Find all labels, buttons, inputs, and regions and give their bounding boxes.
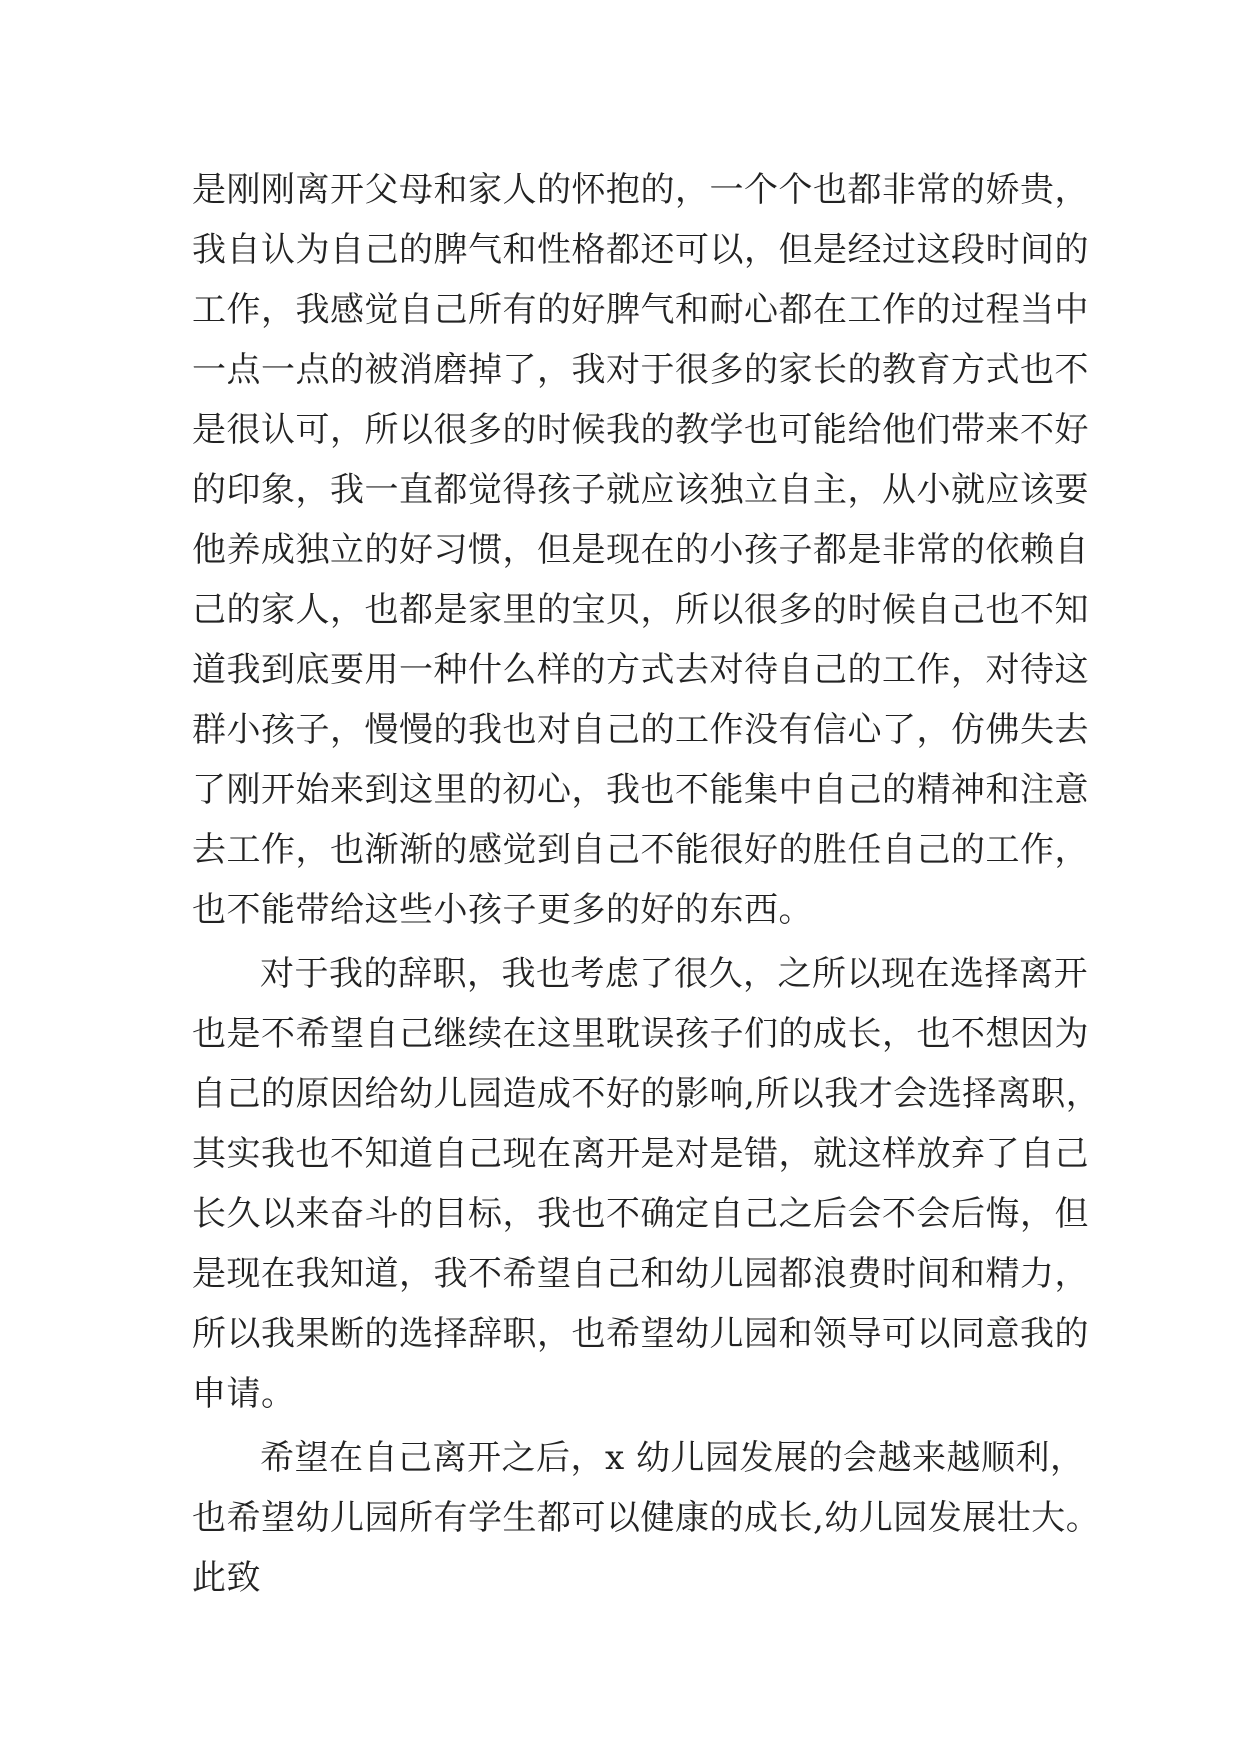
paragraph-line: 是很认可，所以很多的时候我的教学也可能给他们带来不好: [192, 410, 1089, 450]
paragraph-line: 去工作，也渐渐的感觉到自己不能很好的胜任自己的工作，: [192, 830, 1089, 870]
paragraph-line: 长久以来奋斗的目标，我也不确定自己之后会不会后悔，但: [192, 1194, 1089, 1234]
paragraph-line: 是现在我知道，我不希望自己和幼儿园都浪费时间和精力，: [192, 1254, 1089, 1294]
paragraph-line: 所以我果断的选择辞职，也希望幼儿园和领导可以同意我的: [192, 1314, 1089, 1354]
paragraph-line: 其实我也不知道自己现在离开是对是错，就这样放弃了自己: [192, 1134, 1089, 1174]
paragraph-line: 申请。: [192, 1374, 296, 1414]
paragraph-line: 己的家人，也都是家里的宝贝，所以很多的时候自己也不知: [192, 590, 1089, 630]
letter-body: [192, 160, 1101, 1608]
paragraph-line: 自己的原因给幼儿园造成不好的影响,所以我才会选择离职，: [192, 1074, 1101, 1114]
paragraph-2: [192, 944, 1101, 1424]
paragraph-line: 他养成独立的好习惯，但是现在的小孩子都是非常的依赖自: [192, 530, 1089, 570]
paragraph-line: 了刚开始来到这里的初心，我也不能集中自己的精神和注意: [192, 770, 1089, 810]
paragraph-3: [192, 1428, 1101, 1548]
paragraph-line: 也希望幼儿园所有学生都可以健康的成长,幼儿园发展壮大。: [192, 1498, 1101, 1538]
paragraph-line: 的印象，我一直都觉得孩子就应该独立自主，从小就应该要: [192, 470, 1089, 510]
paragraph-line: 也是不希望自己继续在这里耽误孩子们的成长，也不想因为: [192, 1014, 1089, 1054]
paragraph-line: 也不能带给这些小孩子更多的好的东西。: [192, 890, 813, 930]
paragraph-line: 是刚刚离开父母和家人的怀抱的，一个个也都非常的娇贵，: [192, 170, 1089, 210]
paragraph-line: 我自认为自己的脾气和性格都还可以，但是经过这段时间的: [192, 230, 1089, 270]
paragraph-line: 希望在自己离开之后，x 幼儿园发展的会越来越顺利，: [260, 1438, 1085, 1478]
paragraph-line: 道我到底要用一种什么样的方式去对待自己的工作，对待这: [192, 650, 1089, 690]
paragraph-line: 工作，我感觉自己所有的好脾气和耐心都在工作的过程当中: [192, 290, 1089, 330]
paragraph-1: [192, 160, 1089, 940]
closing-salutation: 此致: [192, 1558, 261, 1598]
paragraph-line: 对于我的辞职，我也考虑了很久，之所以现在选择离开: [260, 954, 1088, 994]
paragraph-line: 群小孩子，慢慢的我也对自己的工作没有信心了，仿佛失去: [192, 710, 1089, 750]
paragraph-line: 一点一点的被消磨掉了，我对于很多的家长的教育方式也不: [192, 350, 1089, 390]
